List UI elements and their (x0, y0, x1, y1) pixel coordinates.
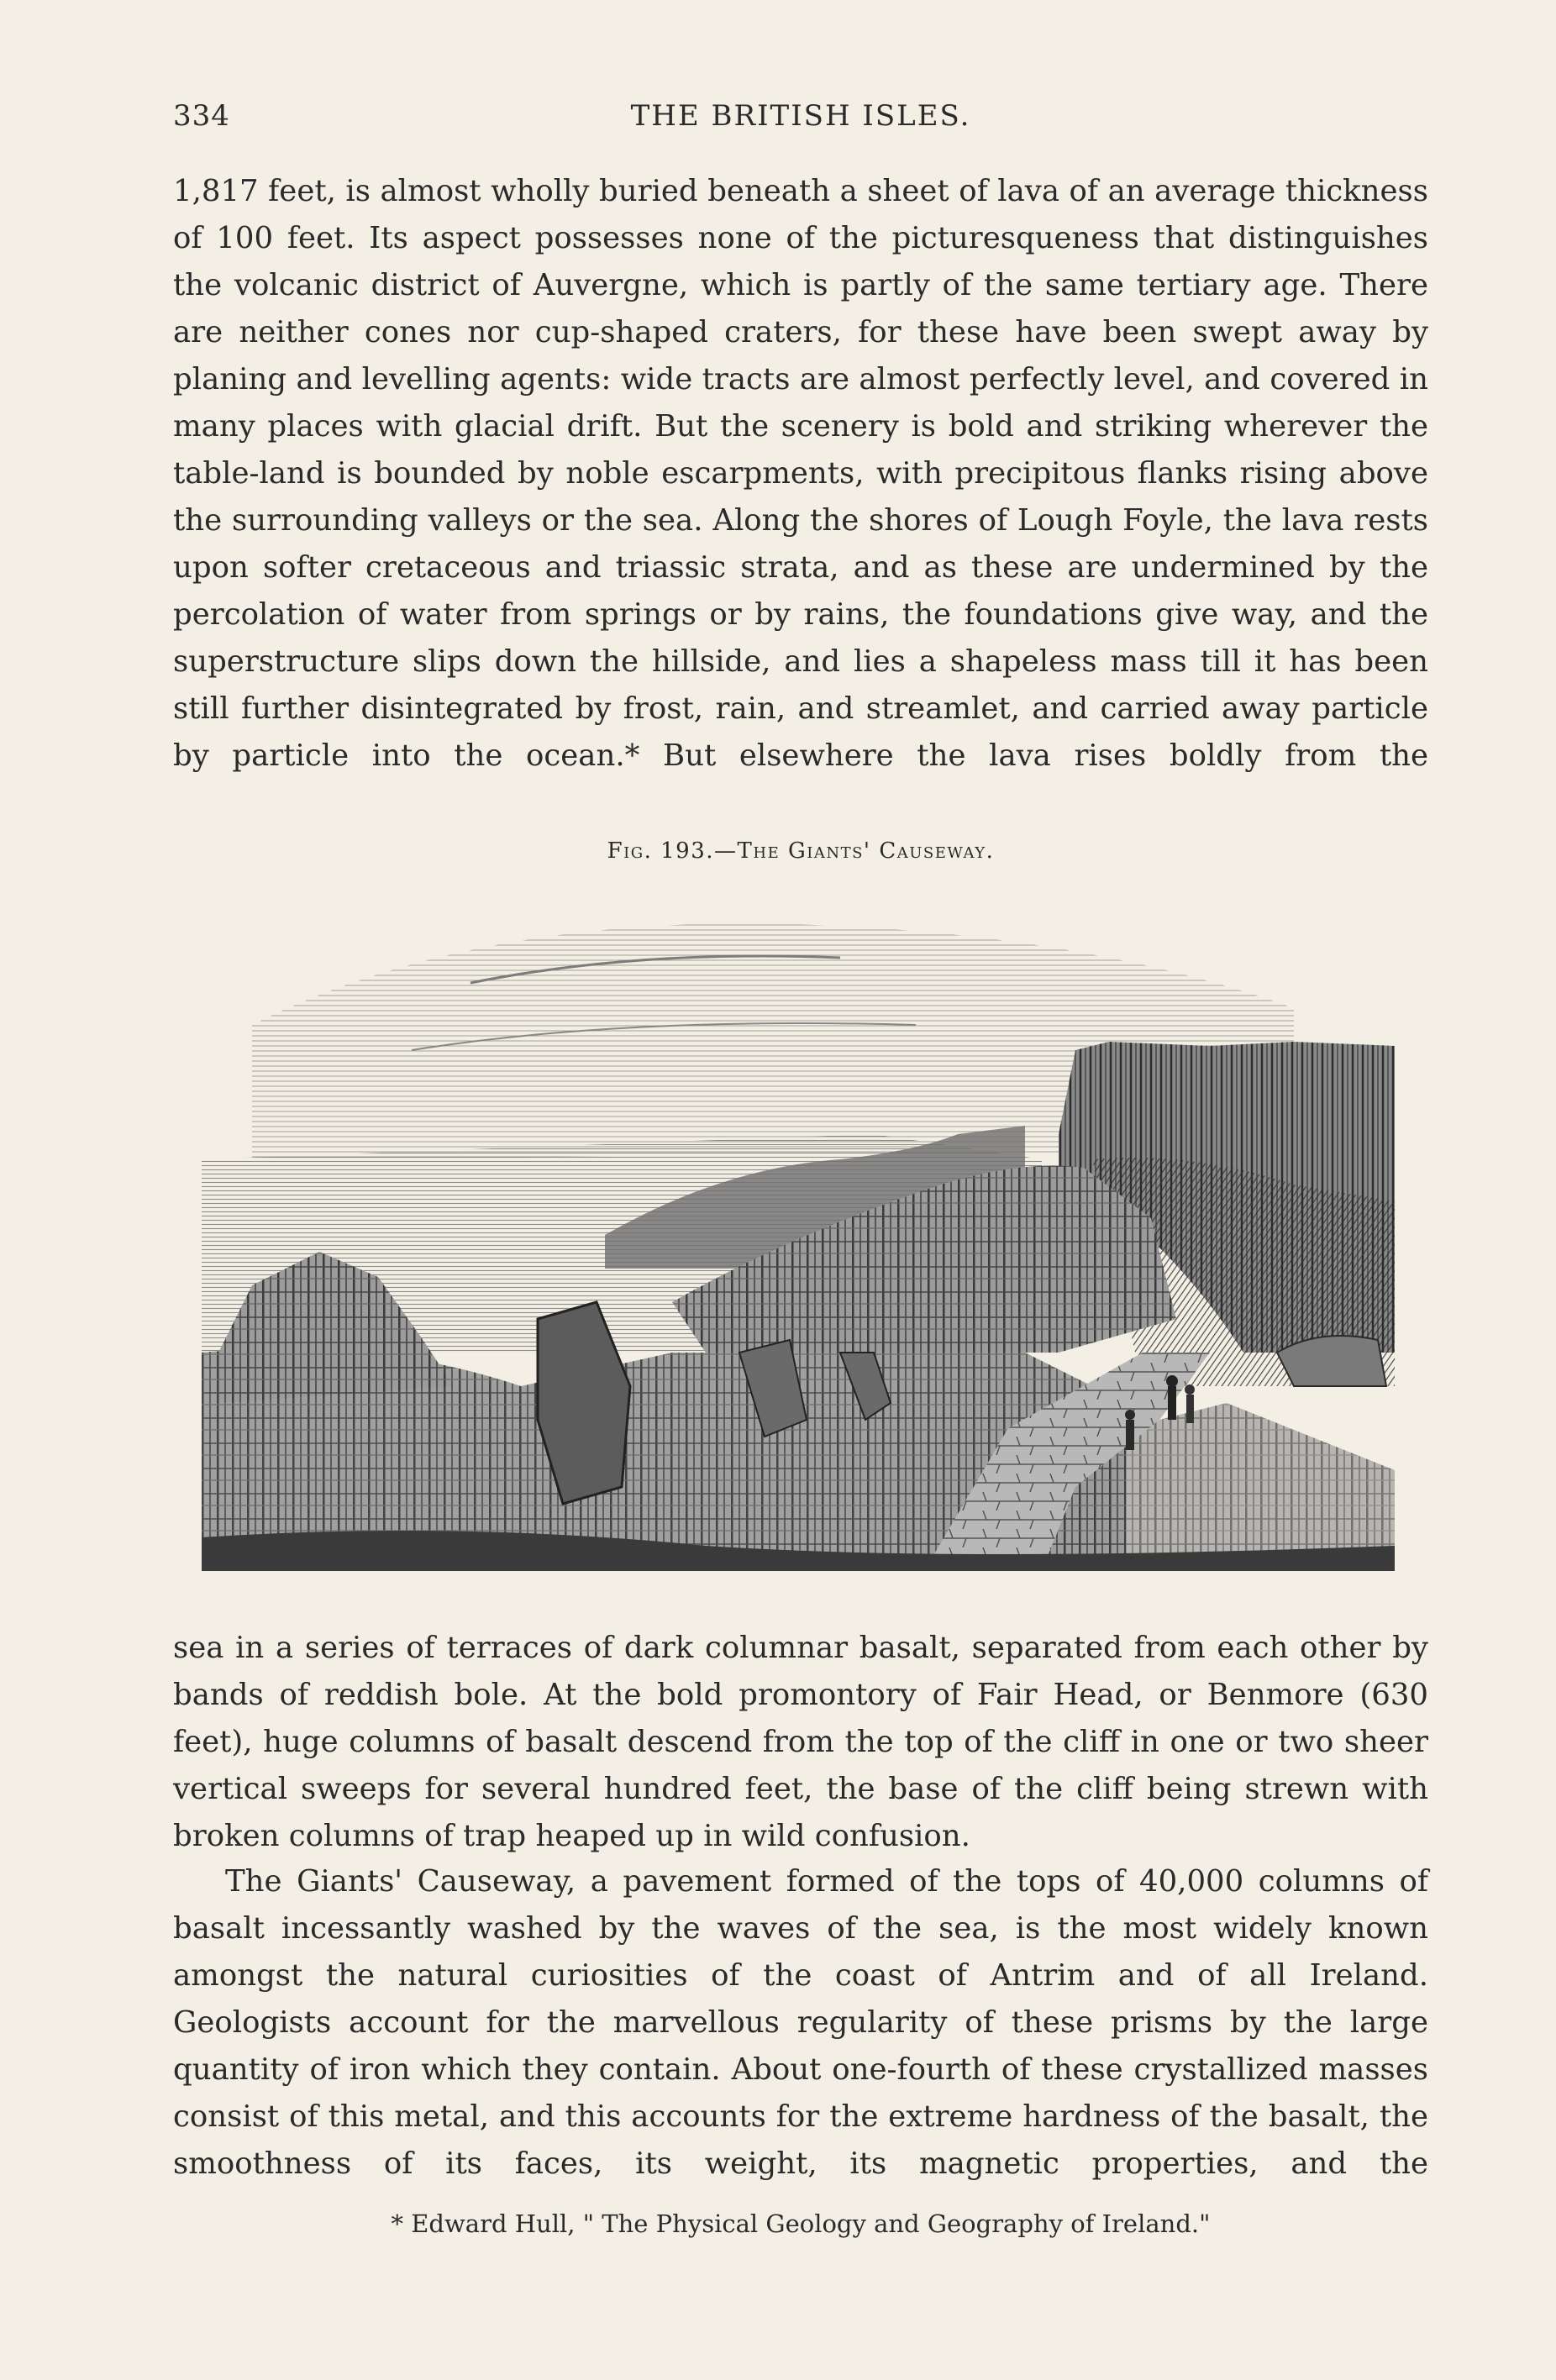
footnote: * Edward Hull, " The Physical Geology and Geography of Ireland." (391, 2209, 1211, 2238)
body-paragraph-middle: sea in a series of terraces of dark columnar basalt, separated from each other by bands of reddish bole. At the bold promontory of Fair Head, or Benmore (630 feet), huge columns of basalt descend from the top of the cliff in one or two sheer vertical sweeps for several hundred feet, the base of the cliff being strewn with broken columns of trap heaped up in wild confusion. (173, 1631, 1428, 1853)
page-header (173, 99, 1428, 150)
body-paragraph-bottom: The Giants' Causeway, a pavement formed of the tops of 40,000 columns of basalt incessantly washed by the waves of the sea, is the most widely known amongst the natural curiosities of the coast of Antrim and of all Ireland. Geologists account for the marvellous regularity of these prisms by the large quantity of iron which they contain. About one-fourth of these crystallized masses consist of this metal, and this accounts for the extreme hardness of the basalt, the smoothness of its faces, its weight, its magnetic properties, and the (173, 1864, 1428, 2181)
page-number: 334 (173, 99, 230, 133)
giants-causeway-engraving (202, 882, 1395, 1571)
figure-caption: Fig. 193.—The Giants' Causeway. (607, 838, 995, 864)
running-title: THE BRITISH ISLES. (630, 99, 971, 133)
body-paragraph-top: 1,817 feet, is almost wholly buried beneath a sheet of lava of an average thickness of 100 feet. Its aspect possesses none of the picturesqueness that distinguishes the volcanic district of Auvergne, which is partly of the same tertiary age. There are neither cones nor cup-shaped craters, for these have been swept away by planing and levelling agents: wide tracts are almost perfectly level, and covered in many places with glacial drift. But the scenery is bold and striking wherever the table-land is bounded by noble escarpments, with precipitous flanks rising above the surrounding valleys or the sea. Along the shores of Lough Foyle, the lava rests upon softer cretaceous and triassic strata, and as these are undermined by the percolation of water from springs or by rains, the foundations give way, and the superstructure slips down the hillside, and lies a shapeless mass till it has been still further disintegrated by frost, rain, and streamlet, and carried away particle by particle into the ocean.* But elsewhere the lava rises boldly from the (173, 174, 1428, 773)
